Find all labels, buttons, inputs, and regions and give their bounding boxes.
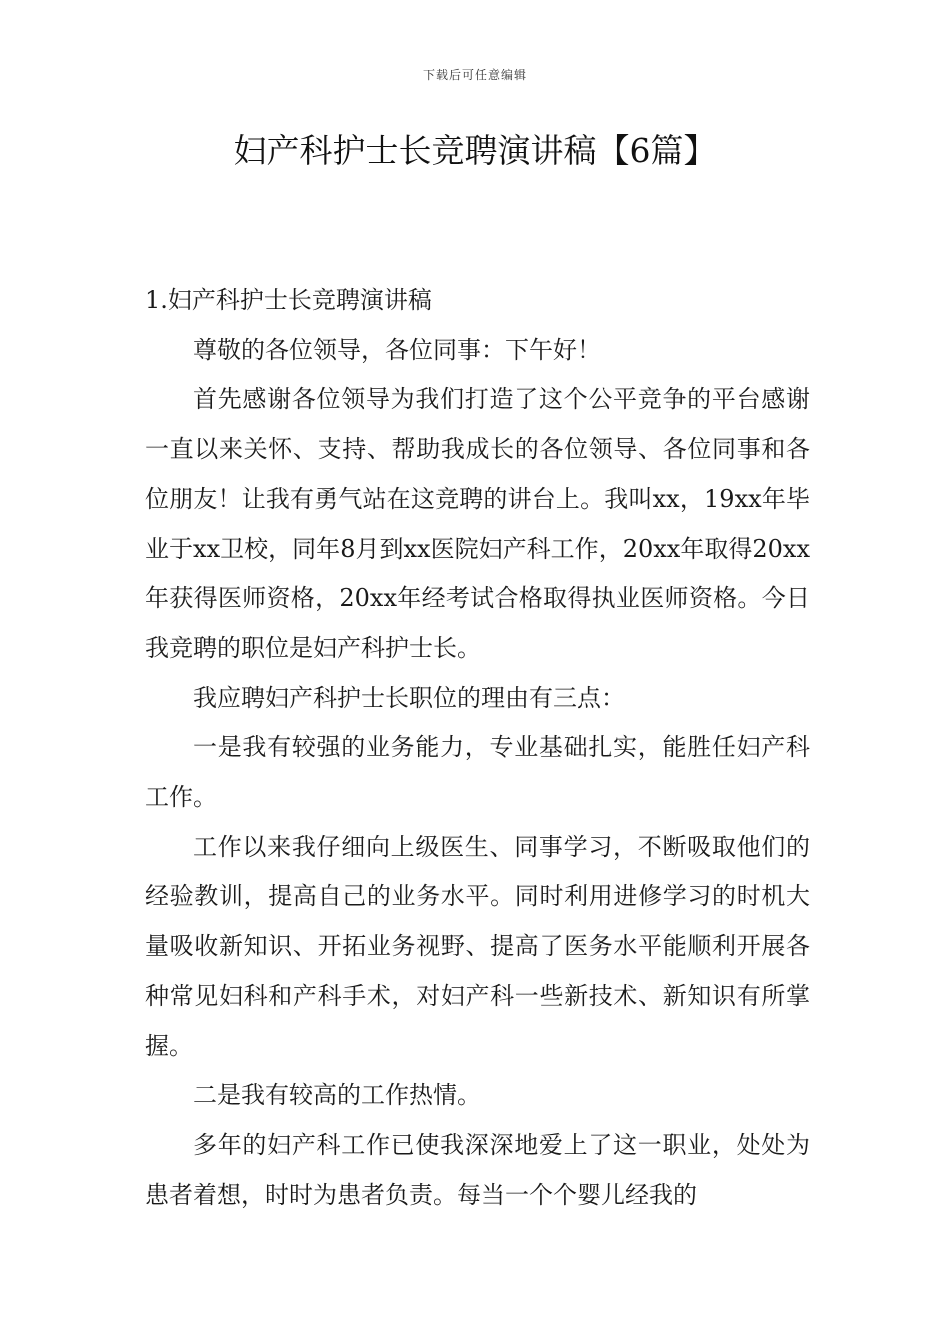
- paragraph-reason-one-detail: 工作以来我仔细向上级医生、同事学习，不断吸取他们的经验教训，提高自己的业务水平。同时利用进修学习的时机大量吸收新知识、开拓业务视野、提高了医务水平能顺利开展各种常见妇科和产科手术，对妇产科一些新技术、新知识有所掌握。: [145, 832, 810, 1060]
- document-title: 妇产科护士长竞聘演讲稿【6篇】: [233, 131, 717, 170]
- paragraph-reasons-intro: 我应聘妇产科护士长职位的理由有三点：: [193, 683, 625, 712]
- paragraph-reason-two: 二是我有较高的工作热情。: [193, 1081, 481, 1110]
- document-body: [145, 276, 810, 1220]
- paragraph-introduction: 首先感谢各位领导为我们打造了这个公平竞争的平台感谢一直以来关怀、支持、帮助我成长的各位领导、各位同事和各位朋友！让我有勇气站在这竞聘的讲台上。我叫xx，19xx年毕业于xx卫校，同年8月到xx医院妇产科工作，20xx年取得20xx年获得医师资格，20xx年经考试合格取得执业医师资格。今日我竞聘的职位是妇产科护士长。: [145, 385, 810, 662]
- header-note: 下载后可任意编辑: [422, 68, 527, 82]
- section-heading: 1.妇产科护士长竞聘演讲稿: [145, 286, 432, 314]
- paragraph-reason-one: 一是我有较强的业务能力，专业基础扎实，能胜任妇产科工作。: [145, 733, 810, 812]
- paragraph-greeting: 尊敬的各位领导，各位同事：下午好！: [193, 335, 601, 364]
- paragraph-reason-two-detail: 多年的妇产科工作已使我深深地爱上了这一职业，处处为患者着想，时时为患者负责。每当一个个婴儿经我的: [145, 1130, 810, 1209]
